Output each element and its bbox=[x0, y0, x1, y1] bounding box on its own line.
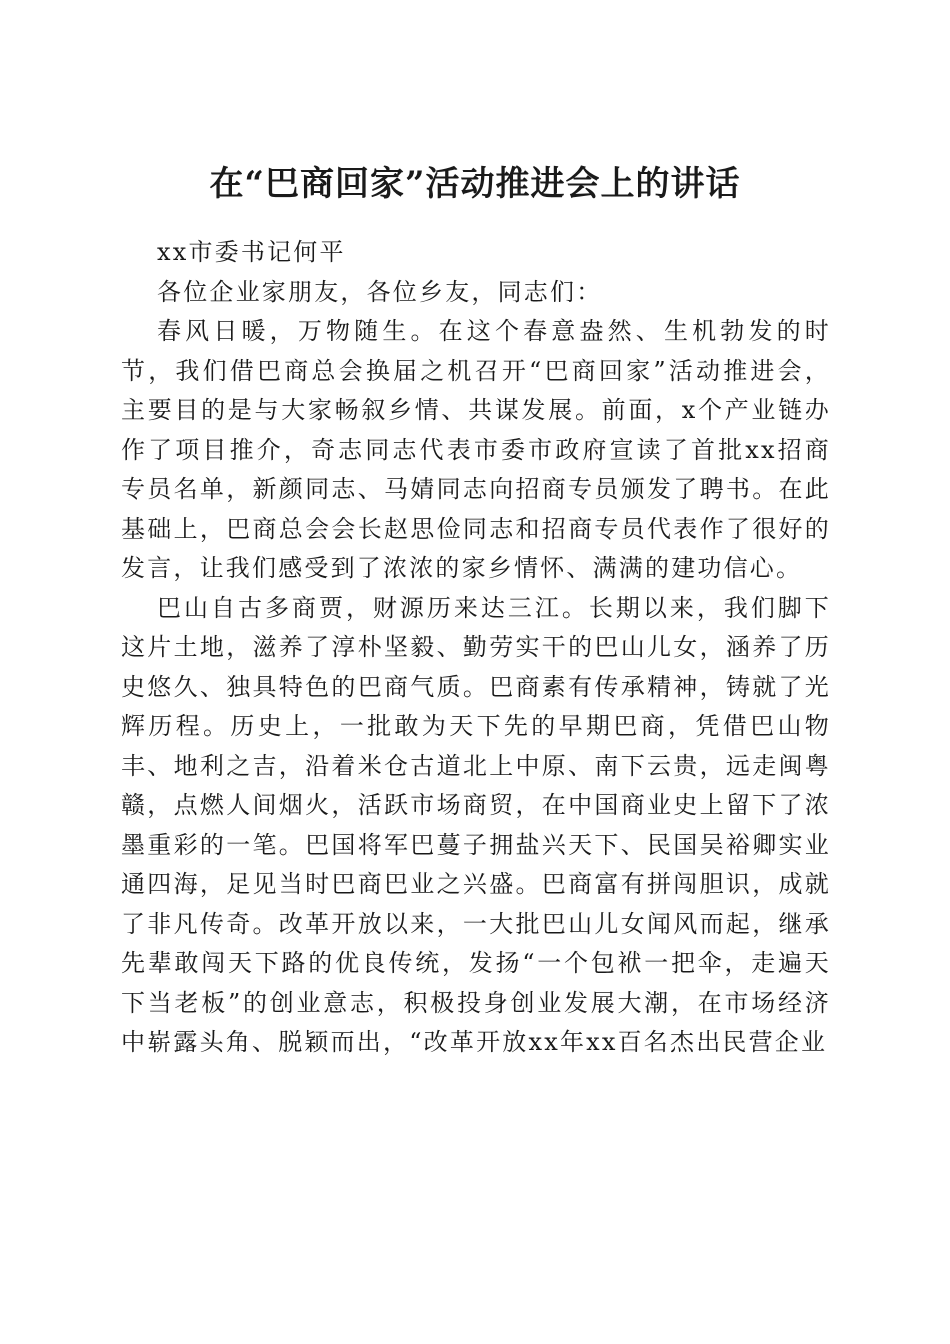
document-body bbox=[121, 233, 831, 1063]
document-title: 在“巴商回家”活动推进会上的讲话 bbox=[209, 163, 741, 204]
paragraph-1: 春风日暖，万物随生。在这个春意盎然、生机勃发的时节，我们借巴商总会换届之机召开“巴商回家”活动推进会，主要目的是与大家畅叙乡情、共谋发展。前面，x个产业链办作了项目推介，奇志同志代表市委市政府宣读了首批xx招商专员名单，新颜同志、马婧同志向招商专员颁发了聘书。在此基础上，巴商总会会长赵思俭同志和招商专员代表作了很好的发言，让我们感受到了浓浓的家乡情怀、满满的建功信心。 bbox=[121, 317, 831, 582]
author-line: xx市委书记何平 bbox=[157, 238, 346, 266]
salutation: 各位企业家朋友，各位乡友，同志们： bbox=[157, 277, 603, 306]
paragraph-2: 巴山自古多商贾，财源历来达三江。长期以来，我们脚下这片土地，滋养了淳朴坚毅、勤劳实干的巴山儿女，涵养了历史悠久、独具特色的巴商气质。巴商素有传承精神，铸就了光辉历程。历史上，一批敢为天下先的早期巴商，凭借巴山物丰、地利之吉，沿着米仓古道北上中原、南下云贵，远走闽粤赣，点燃人间烟火，活跃市场商贸，在中国商业史上留下了浓墨重彩的一笔。巴国将军巴蔓子拥盐兴天下、民国吴裕卿实业通四海，足见当时巴商巴业之兴盛。巴商富有拼闯胆识，成就了非凡传奇。改革开放以来，一大批巴山儿女闻风而起，继承先辈敢闯天下路的优良传统，发扬“一个包袱一把伞，走遍天下当老板”的创业意志，积极投身创业发展大潮，在市场经济中崭露头角、脱颖而出，“改革开放xx年xx百名杰出民营企业 bbox=[121, 593, 831, 1056]
